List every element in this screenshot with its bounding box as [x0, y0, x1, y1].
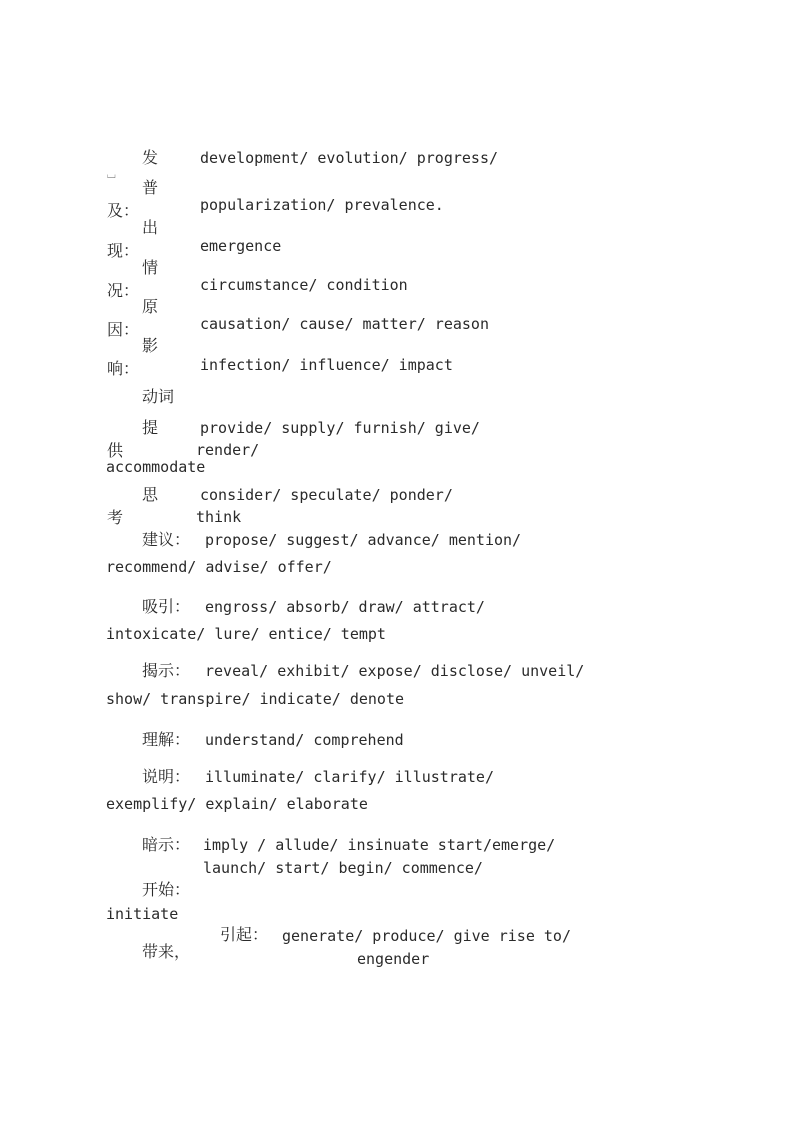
verb-explain-cn: 说明： — [142, 767, 191, 786]
verb-reveal-en-cont: show/ transpire/ indicate/ denote — [106, 690, 405, 708]
verb-provide-en: provide/ supply/ furnish/ give/ — [200, 419, 480, 437]
noun-emergence-cn: 出 — [142, 218, 159, 237]
verb-provide-en-cont: accommodate — [106, 458, 206, 476]
verb-start-en-cont: initiate — [106, 905, 179, 923]
noun-emergence-en: emergence — [200, 237, 282, 255]
verb-propose-en-cont: recommend/ advise/ offer/ — [106, 558, 332, 576]
noun-circumstance-cn: 情 — [142, 258, 159, 277]
noun-influence-cn-suffix: 响： — [107, 359, 140, 378]
verb-bring-en: generate/ produce/ give rise to/ — [282, 927, 571, 945]
noun-popularization-en: popularization/ prevalence. — [200, 196, 444, 214]
noun-influence-en: infection/ influence/ impact — [200, 356, 453, 374]
verb-understand-cn: 理解： — [142, 730, 191, 749]
verb-reveal-cn: 揭示： — [142, 661, 191, 680]
noun-circumstance-en: circumstance/ condition — [200, 276, 408, 294]
noun-cause-cn-suffix: 因： — [107, 320, 140, 339]
verb-imply-en: imply / allude/ insinuate start/emerge/ — [203, 836, 556, 854]
noun-influence-cn: 影 — [142, 336, 159, 355]
verb-attract-en: engross/ absorb/ draw/ attract/ — [205, 598, 485, 616]
verb-reveal-en: reveal/ exhibit/ expose/ disclose/ unveil/ — [205, 662, 585, 680]
noun-emergence-cn-suffix: 现： — [107, 241, 140, 260]
verbs-heading: 动词 — [142, 387, 175, 406]
verb-explain-en-cont: exemplify/ explain/ elaborate — [106, 795, 368, 813]
verb-consider-cn-cut: 考 — [107, 508, 124, 527]
verb-imply-cn: 暗示： — [142, 835, 191, 854]
verb-propose-cn: 建议： — [142, 530, 191, 549]
verb-propose-en: propose/ suggest/ advance/ mention/ — [205, 531, 522, 549]
noun-development-cn: 发 — [142, 148, 159, 167]
verb-start-en: launch/ start/ begin/ commence/ — [203, 859, 483, 877]
noun-popularization-cn-suffix: 及： — [107, 201, 140, 220]
verb-provide-cn: 提 — [142, 418, 159, 437]
verb-bring-cn: 带来， — [142, 942, 191, 961]
verb-bring-en-cont: engender — [357, 950, 430, 968]
verb-explain-en: illuminate/ clarify/ illustrate/ — [205, 768, 494, 786]
stray-mark: ⌴ — [107, 168, 116, 181]
noun-circumstance-cn-suffix: 况： — [107, 281, 140, 300]
verb-understand-en: understand/ comprehend — [205, 731, 404, 749]
verb-attract-en-cont: intoxicate/ lure/ entice/ tempt — [106, 625, 386, 643]
verb-bring-cn-alt: 引起： — [220, 925, 269, 944]
verb-consider-cn: 思 — [142, 485, 159, 504]
verb-provide-en-cut: render/ — [196, 441, 260, 459]
verb-consider-en: consider/ speculate/ ponder/ — [200, 486, 453, 504]
verb-start-cn: 开始： — [142, 880, 191, 899]
verb-attract-cn: 吸引： — [142, 597, 191, 616]
noun-popularization-cn: 普 — [142, 178, 159, 197]
noun-cause-cn: 原 — [142, 297, 159, 316]
verb-provide-cn-cut: 供 — [107, 441, 124, 460]
noun-cause-en: causation/ cause/ matter/ reason — [200, 315, 489, 333]
verb-consider-en-cut: think — [196, 508, 242, 526]
noun-development-en: development/ evolution/ progress/ — [200, 149, 499, 167]
